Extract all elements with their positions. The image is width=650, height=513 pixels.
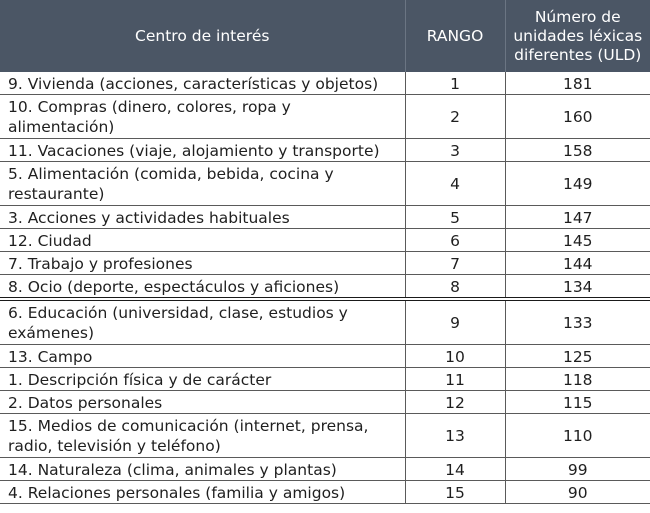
cell-uld: 133 [505,299,650,345]
cell-rank: 11 [405,368,505,391]
header-row [0,0,650,72]
table-row [0,95,650,139]
header-centro-de-interes: Centro de interés [0,0,405,72]
cell-rank: 3 [405,139,505,162]
cell-uld: 118 [505,368,650,391]
cell-uld: 147 [505,206,650,229]
table-row [0,414,650,458]
cell-rank: 1 [405,72,505,95]
cell-rank: 15 [405,481,505,504]
cell-center: 13. Campo [0,345,405,368]
cell-center: 7. Trabajo y profesiones [0,252,405,275]
table-row [0,391,650,414]
cell-center: 12. Ciudad [0,229,405,252]
cell-rank: 12 [405,391,505,414]
table-row [0,206,650,229]
cell-center: 9. Vivienda (acciones, características y objetos) [0,72,405,95]
table-row [0,481,650,504]
cell-center: 6. Educación (universidad, clase, estudios y exámenes) [0,299,405,345]
table-body [0,72,650,504]
table-header [0,0,650,72]
cell-center: 4. Relaciones personales (familia y amigos) [0,481,405,504]
cell-uld: 158 [505,139,650,162]
cell-uld: 145 [505,229,650,252]
table-row [0,252,650,275]
cell-rank: 13 [405,414,505,458]
cell-rank: 5 [405,206,505,229]
cell-center: 14. Naturaleza (clima, animales y plantas) [0,458,405,481]
table-row [0,72,650,95]
cell-uld: 125 [505,345,650,368]
cell-uld: 134 [505,275,650,300]
header-uld: Número de unidades léxicas diferentes (ULD) [505,0,650,72]
table-row [0,368,650,391]
table-row [0,299,650,345]
cell-center: 3. Acciones y actividades habituales [0,206,405,229]
table-row [0,458,650,481]
cell-center: 1. Descripción física y de carácter [0,368,405,391]
cell-rank: 7 [405,252,505,275]
cell-center: 8. Ocio (deporte, espectáculos y aficiones) [0,275,405,300]
cell-rank: 6 [405,229,505,252]
table-row [0,229,650,252]
cell-rank: 8 [405,275,505,300]
table-row [0,345,650,368]
cell-center: 5. Alimentación (comida, bebida, cocina y restaurante) [0,162,405,206]
header-rango: RANGO [405,0,505,72]
cell-rank: 2 [405,95,505,139]
cell-center: 10. Compras (dinero, colores, ropa y alimentación) [0,95,405,139]
cell-uld: 99 [505,458,650,481]
cell-center: 11. Vacaciones (viaje, alojamiento y transporte) [0,139,405,162]
cell-center: 2. Datos personales [0,391,405,414]
table-row [0,162,650,206]
cell-uld: 110 [505,414,650,458]
table-row [0,275,650,300]
cell-uld: 90 [505,481,650,504]
cell-uld: 144 [505,252,650,275]
cell-uld: 181 [505,72,650,95]
cell-rank: 14 [405,458,505,481]
cell-uld: 160 [505,95,650,139]
cell-uld: 115 [505,391,650,414]
table-row [0,139,650,162]
cell-uld: 149 [505,162,650,206]
cell-rank: 10 [405,345,505,368]
cell-rank: 4 [405,162,505,206]
cell-center: 15. Medios de comunicación (internet, prensa, radio, televisión y teléfono) [0,414,405,458]
cell-rank: 9 [405,299,505,345]
